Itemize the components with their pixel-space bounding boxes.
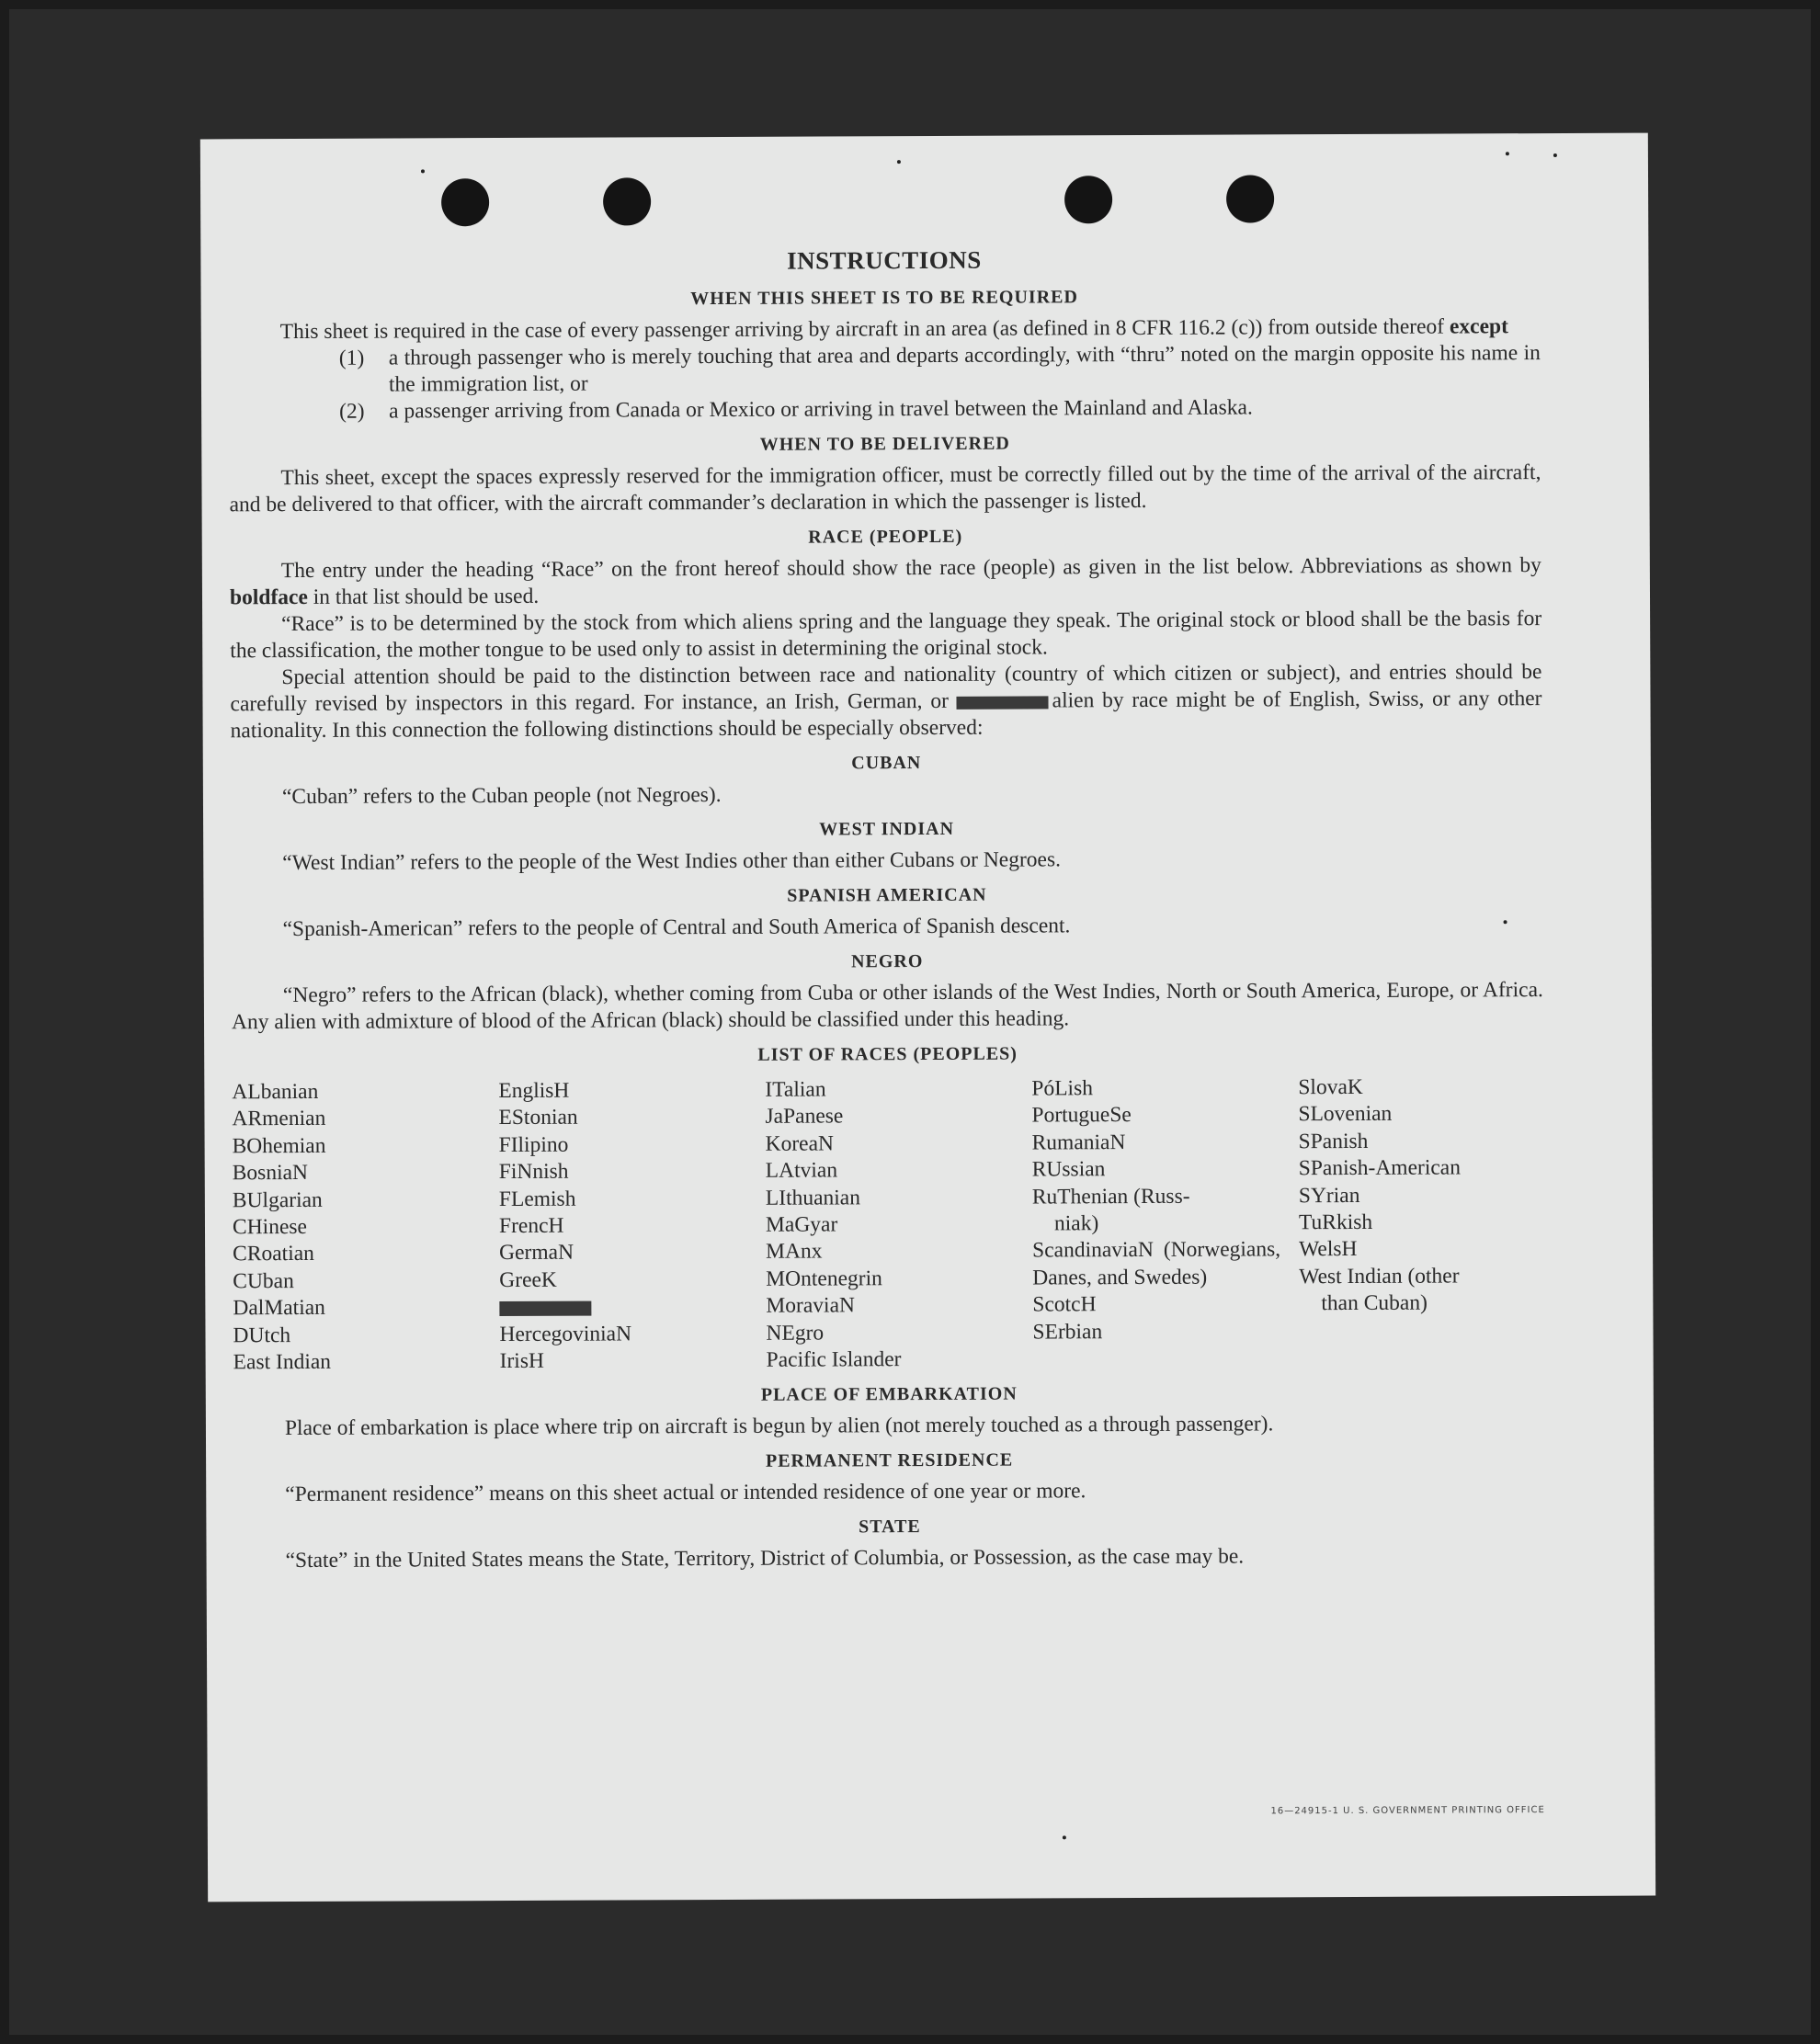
punch-hole	[603, 177, 651, 225]
race-entry: West Indian (other	[1299, 1264, 1460, 1289]
heading-spanish-american: SPANISH AMERICAN	[787, 884, 987, 906]
race-entry: ScotcH	[1032, 1292, 1097, 1317]
race-entry: GreeK	[499, 1267, 557, 1292]
punch-hole	[1226, 175, 1274, 222]
race-list	[232, 1073, 1544, 1377]
race-entry: EnglisH	[498, 1078, 570, 1104]
race-entry: NEgro	[766, 1321, 825, 1346]
heading-residence: PERMANENT RESIDENCE	[765, 1450, 1014, 1472]
race-entry: FrencH	[498, 1213, 564, 1239]
heading-west-indian: WEST INDIAN	[819, 818, 955, 840]
required-item-2	[229, 393, 1541, 426]
race-entry-continued: niak)	[1053, 1211, 1099, 1236]
race-entry: LIthuanian	[765, 1185, 861, 1210]
race-entry: RUssian	[1031, 1157, 1106, 1182]
race-entry: FLemish	[498, 1187, 576, 1211]
speck	[1063, 1835, 1066, 1839]
race-entry: SPanish	[1298, 1129, 1369, 1154]
race-entry: GermaN	[499, 1241, 574, 1266]
spanish-american-paragraph: “Spanish-American” refers to the people of Central and South America of Spanish descent.	[282, 914, 1071, 942]
race-entry: DUtch	[233, 1323, 291, 1347]
race-entry: IrisH	[499, 1348, 544, 1374]
race-entry: WelsH	[1299, 1237, 1358, 1262]
race-entry: East Indian	[233, 1349, 332, 1375]
race-column-1	[232, 1078, 499, 1377]
race-entry: RuThenian (Russ-	[1031, 1184, 1190, 1209]
printing-office-note: 16—24915-1 U. S. GOVERNMENT PRINTING OFFICE	[1270, 1805, 1545, 1817]
race-entry: CRoatian	[233, 1242, 314, 1266]
race-paragraph-3	[230, 659, 1541, 744]
race-entry: SLovenian	[1298, 1102, 1393, 1127]
race-entry-redacted	[499, 1293, 766, 1322]
embarkation-paragraph: Place of embarkation is place where trip on aircraft is begun by alien (not merely touched as a through passenger).	[284, 1412, 1274, 1441]
residence-paragraph: “Permanent residence” means on this sheet actual or intended residence of one year or more.	[285, 1479, 1086, 1507]
speck	[1553, 153, 1557, 157]
race-entry: BUlgarian	[232, 1187, 323, 1212]
race-text: The entry under the heading “Race” on the front hereof should show the race (people) as given in the list below. Abbreviations as shown by	[280, 553, 1541, 584]
redaction-mark	[499, 1300, 591, 1315]
race-entry: KoreaN	[765, 1131, 835, 1156]
heading-negro: NEGRO	[851, 951, 924, 972]
redaction-mark	[957, 696, 1049, 709]
race-boldface: boldface	[229, 585, 308, 610]
heading-embarkation: PLACE OF EMBARKATION	[760, 1384, 1018, 1406]
race-column-3	[765, 1076, 1032, 1375]
heading-delivered: WHEN TO BE DELIVERED	[759, 433, 1010, 455]
heading-required: WHEN THIS SHEET IS TO BE REQUIRED	[690, 287, 1078, 310]
race-entry: PortugueSe	[1031, 1103, 1132, 1128]
instruction-sheet	[200, 133, 1655, 1902]
race-entry: FiNnish	[498, 1159, 569, 1185]
race-column-2	[498, 1077, 766, 1376]
race-entry: MaGyar	[765, 1212, 838, 1237]
race-entry: MOntenegrin	[766, 1266, 882, 1291]
heading-state: STATE	[859, 1516, 921, 1538]
race-entry: CUban	[233, 1268, 294, 1294]
required-item-1	[229, 340, 1541, 399]
document-title: INSTRUCTIONS	[787, 245, 982, 275]
delivered-paragraph: This sheet, except the spaces expressly reserved for the immigration officer, must be correctly filled out by the time of the arrival of the aircraft, and be delivered to that officer, with the aircraft commander’s declaration in which the passenger is listed.	[229, 460, 1541, 517]
punch-hole	[441, 178, 489, 226]
race-entry: TuRkish	[1298, 1209, 1373, 1235]
race-entry: ARmenian	[232, 1107, 326, 1131]
speck	[897, 160, 901, 164]
race-entry: SYrian	[1298, 1183, 1360, 1208]
item-number: (1)	[338, 346, 365, 370]
heading-race: RACE (PEOPLE)	[808, 526, 963, 548]
speck	[1506, 152, 1509, 155]
required-except: except	[1449, 314, 1508, 339]
item-text: a passenger arriving from Canada or Mexico or arriving in travel between the Mainland and Alaska.	[389, 395, 1253, 424]
race-entry: ALbanian	[232, 1079, 319, 1105]
race-entry: Pacific Islander	[766, 1347, 902, 1372]
race-entry: SlovaK	[1298, 1074, 1363, 1100]
race-entry: BosniaN	[232, 1161, 309, 1186]
item-number: (2)	[339, 399, 365, 424]
race-entry: SErbian	[1032, 1319, 1103, 1345]
race-entry: LAtvian	[765, 1158, 838, 1183]
race-entry: RumaniaN	[1031, 1130, 1126, 1155]
cuban-paragraph: “Cuban” refers to the Cuban people (not Negroes).	[281, 782, 722, 810]
race-paragraph-1	[230, 552, 1541, 611]
race-entry: CHinese	[232, 1214, 307, 1240]
document-body	[228, 244, 1545, 1575]
race-entry: PóLish	[1031, 1076, 1094, 1101]
race-entry: MAnx	[766, 1239, 823, 1265]
heading-list-of-races: LIST OF RACES (PEOPLES)	[757, 1043, 1018, 1065]
required-text: This sheet is required in the case of every passenger arriving by aircraft in an area (as defined in 8 CFR 116.2 (c)) from outside thereof	[279, 314, 1445, 345]
negro-paragraph: “Negro” refers to the African (black), whether coming from Cuba or other islands of the West Indies, North or South America, Europe, or Africa. Any alien with admixture of blood of the African (black) should be classified under this heading.	[231, 978, 1543, 1035]
race-entry: BOhemian	[232, 1133, 326, 1159]
west-indian-paragraph: “West Indian” refers to the people of the West Indies other than either Cubans or Negroes.	[282, 847, 1062, 876]
race-entry: MoraviaN	[766, 1293, 856, 1319]
race-entry: ScandinaviaN (Norwegians, Danes, and Swedes)	[1032, 1237, 1281, 1290]
race-entry: JaPanese	[765, 1104, 844, 1130]
race-entry: HercegoviniaN	[499, 1322, 632, 1346]
race-column-5	[1298, 1073, 1565, 1372]
race-entry: ITalian	[765, 1077, 826, 1102]
race-text: Special attention should be paid to the distinction between race and nationality (country of which citizen or subject), and entries should be carefully revised by inspectors in this regard. For instance, an Irish, German, or	[230, 660, 1542, 717]
heading-cuban: CUBAN	[851, 753, 922, 774]
race-entry: DalMatian	[233, 1296, 325, 1321]
race-text: alien by race might be of English, Swiss, or any other nationality. In this connection the following distinctions should be especially observed:	[230, 687, 1542, 744]
punch-hole	[1064, 176, 1112, 223]
race-entry: FIlipino	[498, 1132, 569, 1157]
race-text: in that list should be used.	[313, 584, 540, 609]
race-entry: EStonian	[498, 1106, 578, 1130]
race-entry-continued: than Cuban)	[1321, 1290, 1428, 1316]
race-entry: SPanish-American	[1298, 1155, 1461, 1181]
speck	[421, 169, 425, 173]
state-paragraph: “State” in the United States means the State, Territory, District of Columbia, or Possession, as the case may be.	[285, 1544, 1245, 1573]
item-text: a through passenger who is merely touching that area and departs accordingly, with “thru” noted on the margin opposite his name in the immigration list, or	[388, 341, 1541, 397]
race-column-4	[1031, 1074, 1299, 1373]
race-paragraph-2: “Race” is to be determined by the stock from which aliens spring and the language they speak. The original stock or blood shall be the basis for the classification, the mother tongue to be used only to assist in determining the original stock.	[230, 607, 1542, 664]
